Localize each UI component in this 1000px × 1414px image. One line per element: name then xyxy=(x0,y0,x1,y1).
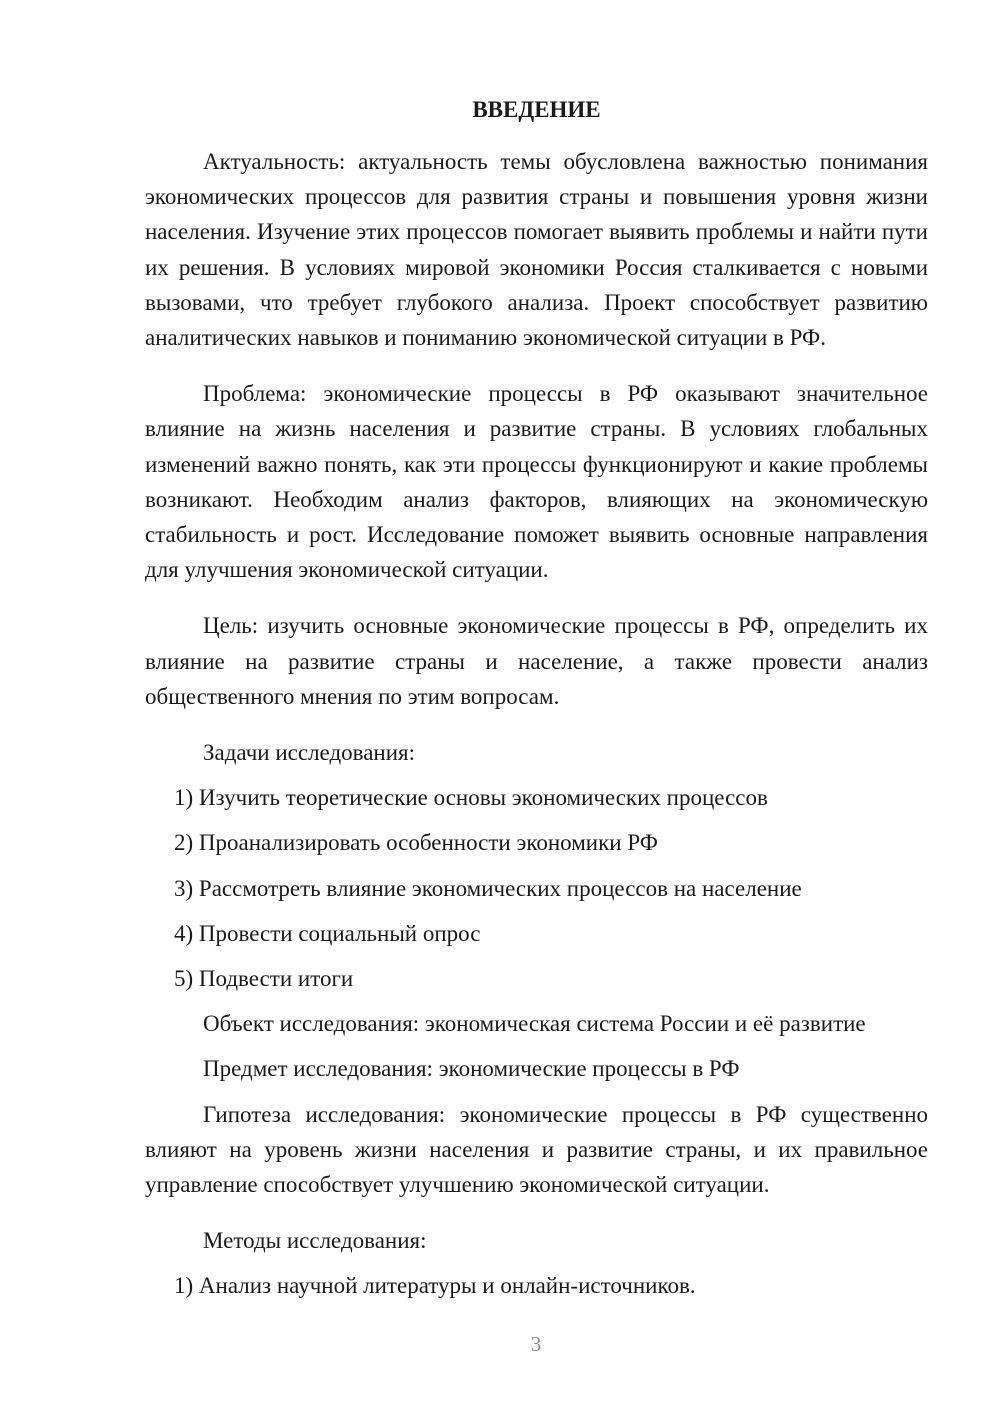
task-item: 5) Подвести итоги xyxy=(174,966,354,992)
page-body xyxy=(145,95,928,1314)
research-object: Объект исследования: экономическая система России и её развитие xyxy=(203,1011,866,1037)
goal-paragraph: Цель: изучить основные экономические процессы в РФ, определить их влияние на развитие страны и население, а также провести анализ общественного мнения по этим вопросам. xyxy=(145,613,928,709)
methods-heading: Методы исследования: xyxy=(203,1228,427,1254)
tasks-heading: Задачи исследования: xyxy=(203,740,416,766)
page-number: 3 xyxy=(530,1332,542,1356)
research-subject: Предмет исследования: экономические процессы в РФ xyxy=(203,1056,740,1082)
relevance-paragraph: Актуальность: актуальность темы обусловлена важностью понимания экономических процессов для развития страны и повышения уровня жизни населения. Изучение этих процессов помогает выявить проблемы и найти пути их решения. В условиях мировой экономики Россия сталкивается с новыми вызовами, что требует глубокого анализа. Проект способствует развитию аналитических навыков и пониманию экономической ситуации в РФ. xyxy=(145,149,928,351)
page-title: ВВЕДЕНИЕ xyxy=(472,97,601,122)
task-item: 1) Изучить теоретические основы экономических процессов xyxy=(174,785,768,811)
problem-paragraph: Проблема: экономические процессы в РФ оказывают значительное влияние на жизнь населения и развитие страны. В условиях глобальных изменений важно понять, как эти процессы функционируют и какие проблемы возникают. Необходим анализ факторов, влияющих на экономическую стабильность и рост. Исследование поможет выявить основные направления для улучшения экономической ситуации. xyxy=(145,381,928,583)
hypothesis-paragraph: Гипотеза исследования: экономические процессы в РФ существенно влияют на уровень жизни населения и развитие страны, и их правильное управление способствует улучшению экономической ситуации. xyxy=(145,1101,928,1198)
task-item: 2) Проанализировать особенности экономики РФ xyxy=(174,830,658,856)
task-item: 4) Провести социальный опрос xyxy=(174,920,481,946)
task-item: 3) Рассмотреть влияние экономических процессов на население xyxy=(174,875,802,901)
method-item: 1) Анализ научной литературы и онлайн-источников. xyxy=(174,1273,696,1299)
